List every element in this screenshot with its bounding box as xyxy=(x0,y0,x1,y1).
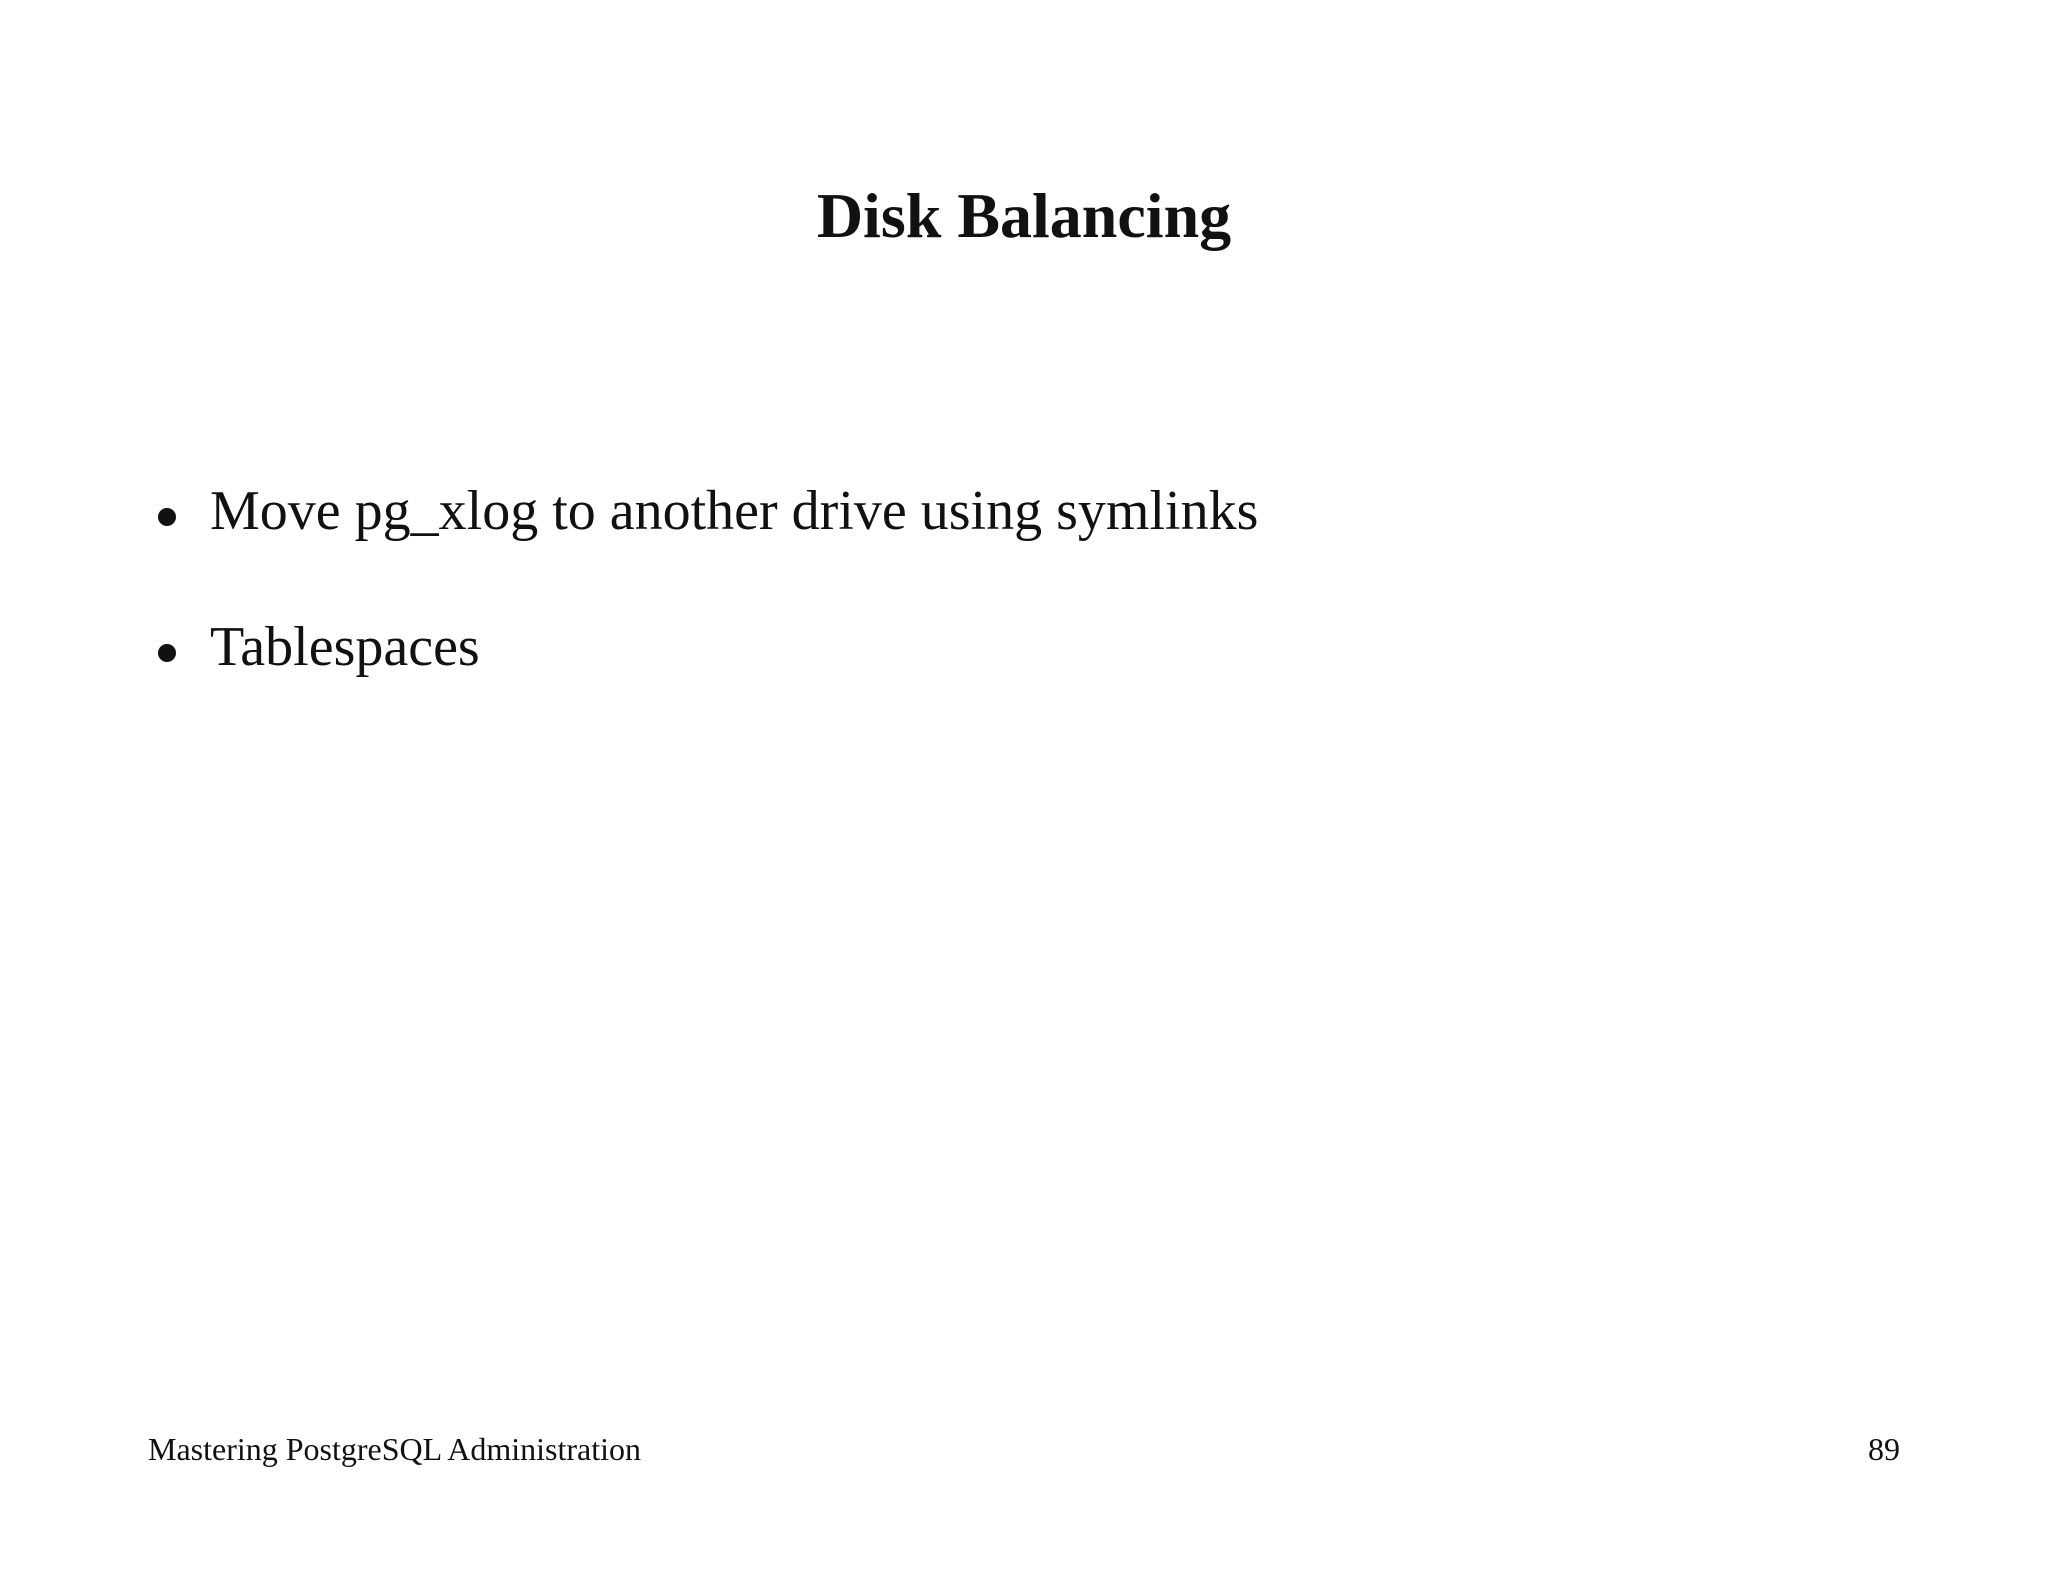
list-item xyxy=(158,470,1258,554)
bullet-dot-icon xyxy=(158,644,176,662)
list-item xyxy=(158,606,1258,690)
slide-title: Disk Balancing xyxy=(816,180,1232,251)
bullet-list xyxy=(158,470,1258,742)
bullet-text: Tablespaces xyxy=(210,616,480,679)
footer-title: Mastering PostgreSQL Administration xyxy=(148,1431,642,1467)
bullet-text: Move pg_xlog to another drive using symlinks xyxy=(210,480,1259,543)
page-number: 89 xyxy=(1868,1431,1900,1467)
bullet-dot-icon xyxy=(158,508,176,526)
